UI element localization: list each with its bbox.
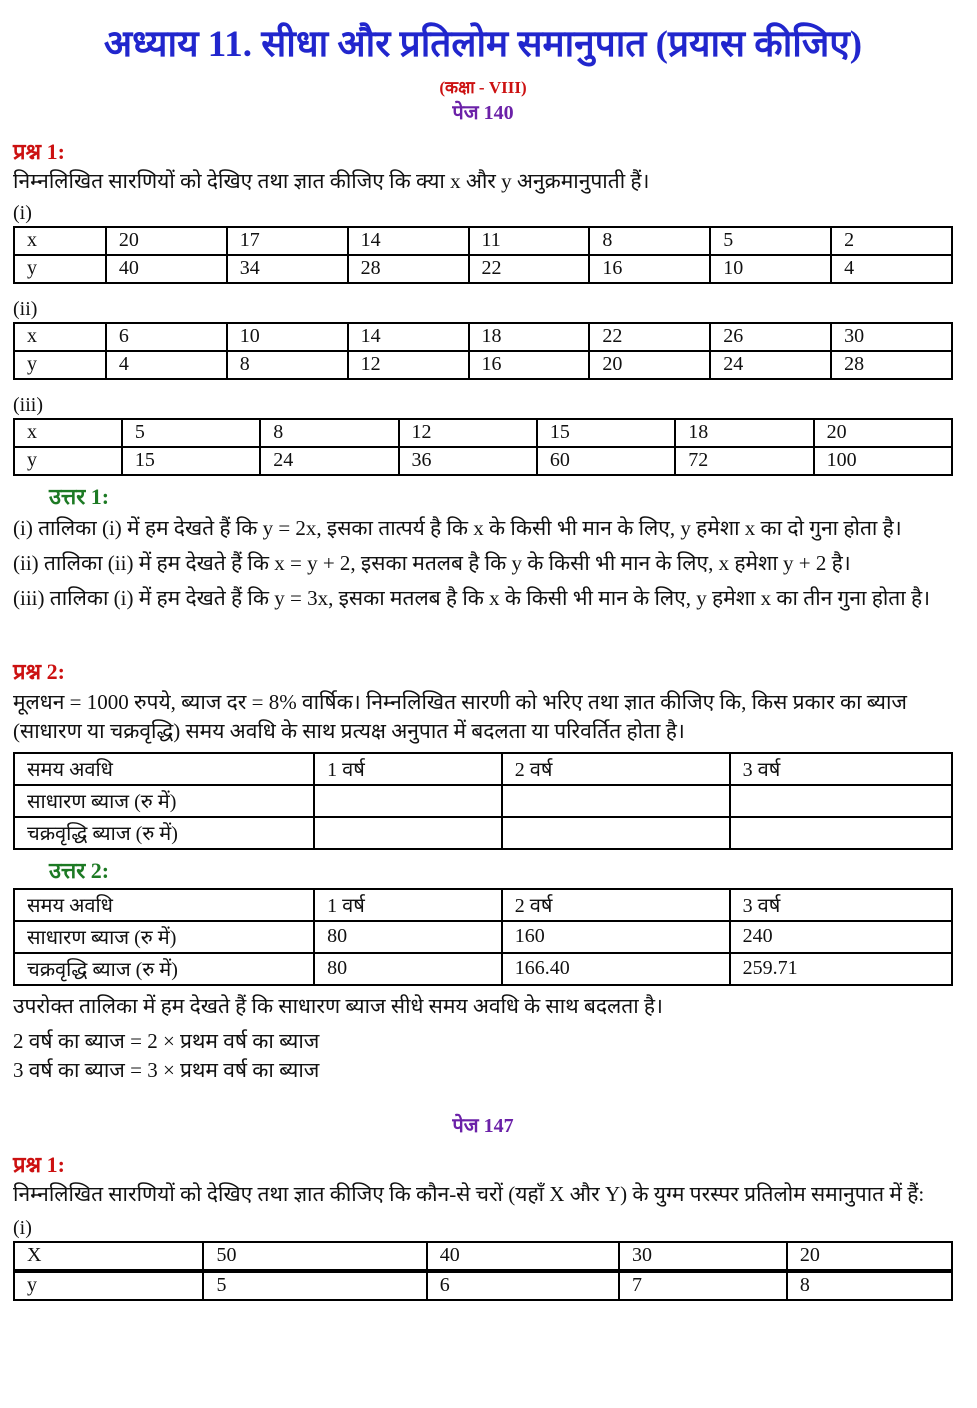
value-cell: 60 <box>537 447 675 475</box>
value-cell: 160 <box>502 921 730 953</box>
value-cell: 40 <box>106 255 227 283</box>
value-cell: 17 <box>227 227 348 255</box>
table-row <box>14 785 952 817</box>
value-cell: 16 <box>469 351 590 379</box>
value-cell: 50 <box>203 1242 426 1271</box>
value-cell: 2 वर्ष <box>502 753 730 785</box>
value-cell: 7 <box>619 1271 787 1300</box>
section-gap <box>13 1086 953 1112</box>
value-cell: 30 <box>831 323 952 351</box>
table-iii <box>13 418 953 476</box>
value-cell: 8 <box>260 419 398 447</box>
value-cell: 8 <box>589 227 710 255</box>
class-label: (कक्षा - VIII) <box>439 78 527 98</box>
answer-1-line-iii: (iii) तालिका (i) में हम देखते हैं कि y = 3x, इसका मतलब है कि x के किसी भी मान के लिए, y हमेशा x का तीन गुना होता है। <box>13 586 931 611</box>
value-cell: 4 <box>106 351 227 379</box>
value-cell: 36 <box>399 447 537 475</box>
value-cell: 20 <box>589 351 710 379</box>
value-cell: 1 वर्ष <box>314 753 502 785</box>
page147-question-1-heading: प्रश्न 1: <box>13 1151 65 1177</box>
answer-2-heading: उत्तर 2: <box>49 857 110 883</box>
value-cell: 8 <box>227 351 348 379</box>
table-row <box>14 323 952 351</box>
value-cell: 11 <box>469 227 590 255</box>
value-cell: 166.40 <box>502 953 730 985</box>
row-label-cell: x <box>14 419 122 447</box>
value-cell: 4 <box>831 255 952 283</box>
table-row <box>14 1242 952 1271</box>
row-label-cell: साधारण ब्याज (रु में) <box>14 785 314 817</box>
value-cell: 18 <box>469 323 590 351</box>
row-label-cell: चक्रवृद्धि ब्याज (रु में) <box>14 817 314 849</box>
value-cell: 18 <box>675 419 813 447</box>
chapter-title: अध्याय 11. सीधा और प्रतिलोम समानुपात (प्रयास कीजिए) <box>103 24 863 65</box>
answer-2-equation-2: 3 वर्ष का ब्याज = 3 × प्रथम वर्ष का ब्याज <box>13 1058 320 1083</box>
value-cell: 12 <box>399 419 537 447</box>
row-label-cell: y <box>14 351 106 379</box>
row-label-cell: समय अवधि <box>14 889 314 921</box>
value-cell: 30 <box>619 1242 787 1271</box>
question-2-heading: प्रश्न 2: <box>13 659 65 685</box>
value-cell <box>730 817 952 849</box>
value-cell: 72 <box>675 447 813 475</box>
question-2-text: मूलधन = 1000 रुपये, ब्याज दर = 8% वार्षिक। निम्नलिखित सारणी को भरिए तथा ज्ञात कीजिए कि, किस प्रकार का ब्याज (साधारण या चक्रवृद्धि) समय अवधि के साथ प्रत्यक्ष अनुपात में बदलता या परिवर्तित होता है। <box>13 689 908 743</box>
table-row <box>14 889 952 921</box>
value-cell: 24 <box>710 351 831 379</box>
value-cell: 8 <box>787 1271 952 1300</box>
value-cell: 1 वर्ष <box>314 889 502 921</box>
page147-question-1-text: निम्नलिखित सारणियों को देखिए तथा ज्ञात कीजिए कि कौन-से चरों (यहाँ X और Y) के युग्म परस्पर प्रतिलोम समानुपात में हैं: <box>13 1182 925 1207</box>
table-row <box>14 351 952 379</box>
value-cell <box>314 785 502 817</box>
table-ii-label: (ii) <box>13 298 38 320</box>
value-cell: 12 <box>348 351 469 379</box>
value-cell <box>502 817 730 849</box>
table-row <box>14 753 952 785</box>
value-cell: 20 <box>787 1242 952 1271</box>
table-ii <box>13 322 953 380</box>
row-label-cell: y <box>14 447 122 475</box>
answer-1-line-i: (i) तालिका (i) में हम देखते हैं कि y = 2x, इसका तात्पर्य है कि x के किसी भी मान के लिए, y हमेशा x का दो गुना होता है। <box>13 516 902 541</box>
section-gap <box>13 619 953 645</box>
question-1-text: निम्नलिखित सारणियों को देखिए तथा ज्ञात कीजिए कि क्या x और y अनुक्रमानुपाती हैं। <box>13 169 650 194</box>
value-cell: 2 <box>831 227 952 255</box>
value-cell: 10 <box>710 255 831 283</box>
value-cell: 28 <box>348 255 469 283</box>
table-i-label: (i) <box>13 202 32 224</box>
value-cell: 16 <box>589 255 710 283</box>
page-number-label-140: पेज 140 <box>452 101 514 124</box>
value-cell: 3 वर्ष <box>730 753 952 785</box>
value-cell: 24 <box>260 447 398 475</box>
value-cell: 5 <box>710 227 831 255</box>
value-cell: 28 <box>831 351 952 379</box>
value-cell: 14 <box>348 227 469 255</box>
row-label-cell: x <box>14 323 106 351</box>
interest-blank-table <box>13 752 953 850</box>
table-row <box>14 255 952 283</box>
value-cell: 80 <box>314 921 502 953</box>
value-cell: 6 <box>106 323 227 351</box>
interest-answer-table <box>13 888 953 986</box>
table-row <box>14 817 952 849</box>
table-row <box>14 447 952 475</box>
value-cell: 15 <box>122 447 260 475</box>
table-row <box>14 1271 952 1300</box>
answer-1-heading: उत्तर 1: <box>49 484 110 509</box>
table-row <box>14 921 952 953</box>
value-cell: 40 <box>427 1242 619 1271</box>
page147-table-i <box>13 1241 953 1301</box>
value-cell: 22 <box>589 323 710 351</box>
row-label-cell: चक्रवृद्धि ब्याज (रु में) <box>14 953 314 985</box>
value-cell: 20 <box>814 419 952 447</box>
table-i <box>13 226 953 284</box>
value-cell: 80 <box>314 953 502 985</box>
value-cell: 10 <box>227 323 348 351</box>
value-cell: 5 <box>203 1271 426 1300</box>
row-label-cell: y <box>14 255 106 283</box>
value-cell <box>502 785 730 817</box>
value-cell: 15 <box>537 419 675 447</box>
value-cell: 3 वर्ष <box>730 889 952 921</box>
value-cell: 100 <box>814 447 952 475</box>
value-cell: 5 <box>122 419 260 447</box>
row-label-cell: साधारण ब्याज (रु में) <box>14 921 314 953</box>
row-label-cell: समय अवधि <box>14 753 314 785</box>
table-row <box>14 227 952 255</box>
question-1-heading: प्रश्न 1: <box>13 138 65 164</box>
value-cell: 20 <box>106 227 227 255</box>
value-cell: 22 <box>469 255 590 283</box>
answer-1-line-ii: (ii) तालिका (ii) में हम देखते हैं कि x = y + 2, इसका मतलब है कि y के किसी भी मान के लिए, x हमेशा y + 2 है। <box>13 551 851 576</box>
value-cell: 26 <box>710 323 831 351</box>
value-cell: 259.71 <box>730 953 952 985</box>
value-cell: 240 <box>730 921 952 953</box>
value-cell: 34 <box>227 255 348 283</box>
value-cell <box>730 785 952 817</box>
answer-2-observation: उपरोक्त तालिका में हम देखते हैं कि साधारण ब्याज सीधे समय अवधि के साथ बदलता है। <box>13 994 664 1019</box>
value-cell: 6 <box>427 1271 619 1300</box>
row-label-cell: y <box>14 1271 203 1300</box>
table-row <box>14 419 952 447</box>
answer-2-equation-1: 2 वर्ष का ब्याज = 2 × प्रथम वर्ष का ब्याज <box>13 1028 320 1053</box>
value-cell: 14 <box>348 323 469 351</box>
page147-table-i-label: (i) <box>13 1217 32 1240</box>
row-label-cell: x <box>14 227 106 255</box>
table-row <box>14 953 952 985</box>
page-number-label-147: पेज 147 <box>452 1114 514 1137</box>
value-cell: 2 वर्ष <box>502 889 730 921</box>
table-iii-label: (iii) <box>13 394 43 416</box>
row-label-cell: X <box>14 1242 203 1271</box>
value-cell <box>314 817 502 849</box>
